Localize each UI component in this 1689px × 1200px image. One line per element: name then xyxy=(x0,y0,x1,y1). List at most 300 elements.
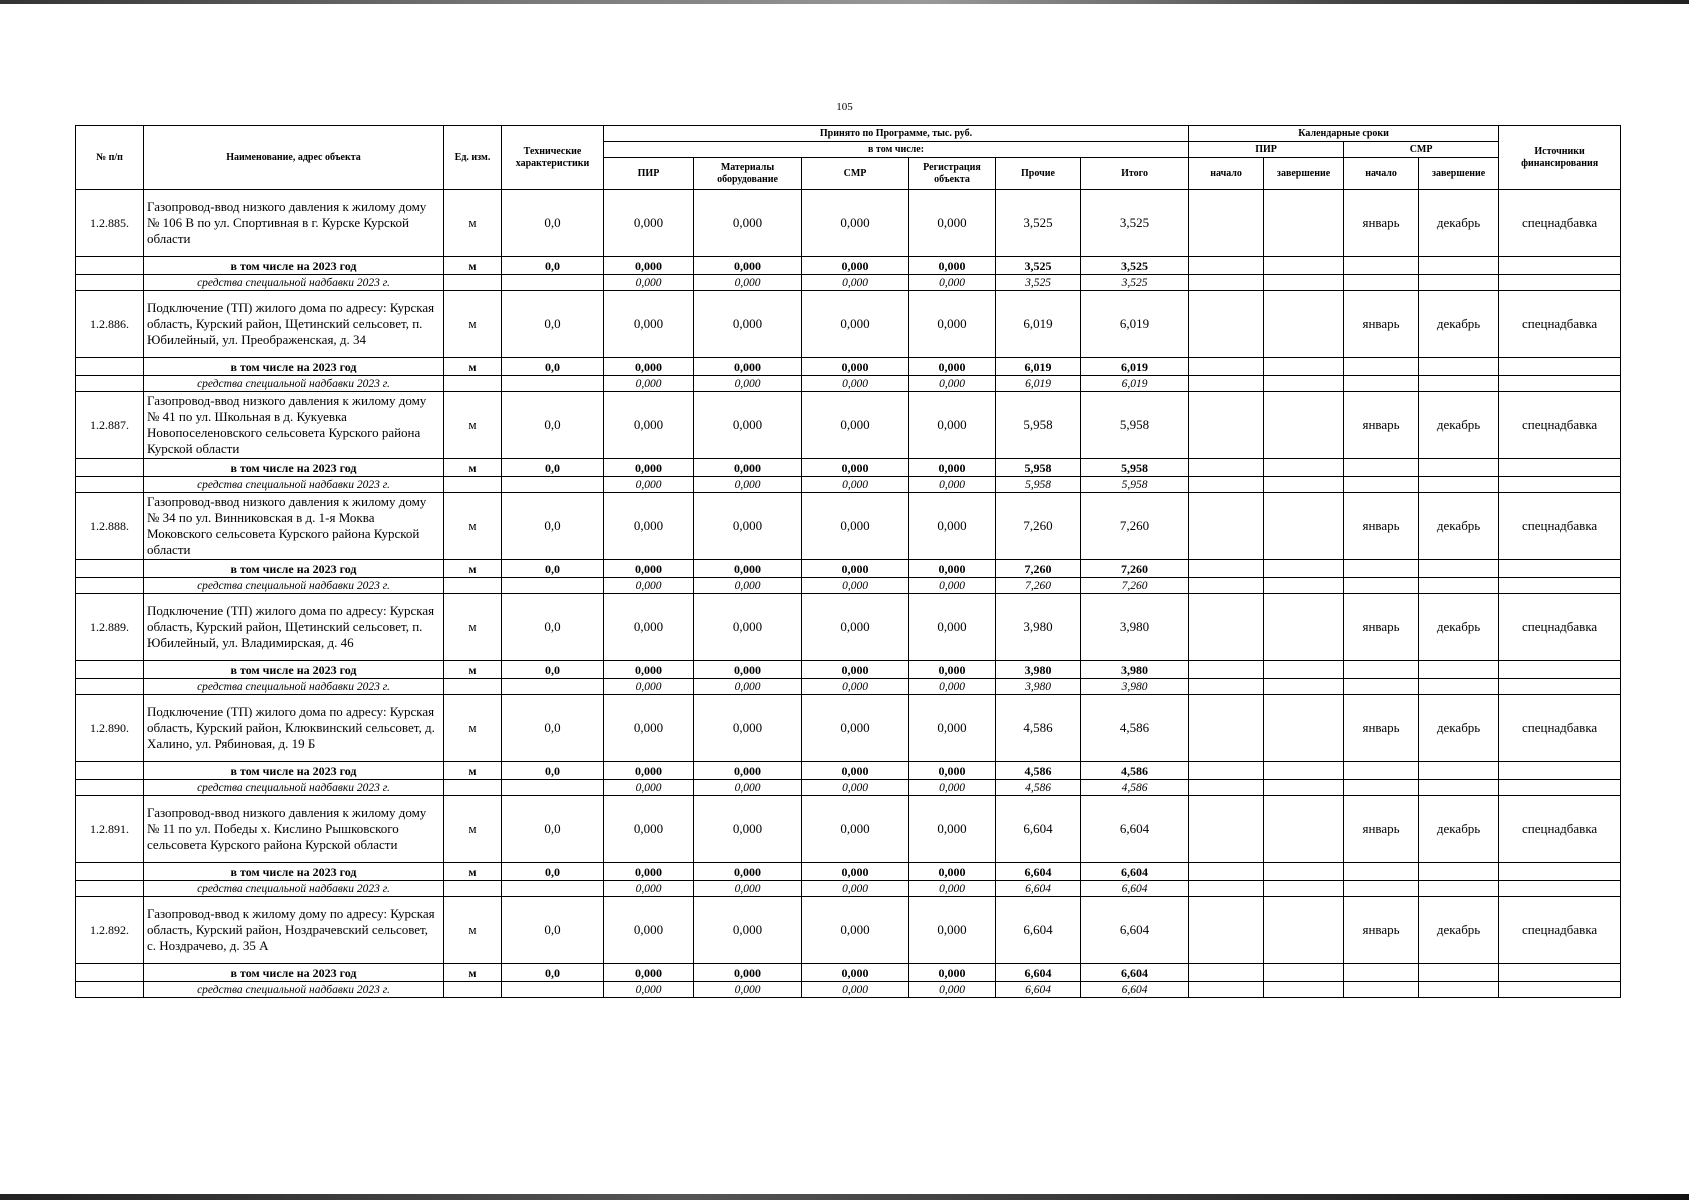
pir-cell: 0,000 xyxy=(604,459,694,477)
tech-cell: 0,0 xyxy=(502,661,604,679)
empty-cell xyxy=(1264,762,1344,780)
other-cell: 6,019 xyxy=(996,376,1081,392)
pir-cell: 0,000 xyxy=(604,493,694,560)
pir-cell: 0,000 xyxy=(604,881,694,897)
empty-cell xyxy=(1264,881,1344,897)
pir-cell: 0,000 xyxy=(604,275,694,291)
total-cell: 3,980 xyxy=(1081,661,1189,679)
unit-cell: м xyxy=(444,594,502,661)
empty-cell xyxy=(444,982,502,998)
smr-start-cell: январь xyxy=(1344,796,1419,863)
materials-cell: 0,000 xyxy=(694,392,802,459)
empty-cell xyxy=(1264,661,1344,679)
materials-cell: 0,000 xyxy=(694,863,802,881)
materials-cell: 0,000 xyxy=(694,275,802,291)
unit-cell: м xyxy=(444,560,502,578)
other-cell: 3,525 xyxy=(996,190,1081,257)
other-cell: 3,525 xyxy=(996,275,1081,291)
empty-cell xyxy=(1499,257,1621,275)
smr-cell: 0,000 xyxy=(802,695,909,762)
funding-source-row xyxy=(76,376,1621,392)
materials-cell: 0,000 xyxy=(694,897,802,964)
empty-cell xyxy=(76,376,144,392)
smr-cell: 0,000 xyxy=(802,493,909,560)
empty-cell xyxy=(1344,863,1419,881)
tech-cell: 0,0 xyxy=(502,796,604,863)
unit-cell: м xyxy=(444,863,502,881)
empty-cell xyxy=(444,881,502,897)
source-label: средства специальной надбавки 2023 г. xyxy=(144,376,444,392)
empty-cell xyxy=(1499,560,1621,578)
other-cell: 5,958 xyxy=(996,477,1081,493)
materials-cell: 0,000 xyxy=(694,780,802,796)
materials-cell: 0,000 xyxy=(694,881,802,897)
header-accepted: Принято по Программе, тыс. руб. xyxy=(604,126,1189,142)
empty-cell xyxy=(1189,780,1264,796)
smr-cell: 0,000 xyxy=(802,679,909,695)
scan-edge-bottom xyxy=(0,1194,1689,1200)
source-cell: спецнадбавка xyxy=(1499,695,1621,762)
total-cell: 6,019 xyxy=(1081,358,1189,376)
empty-cell xyxy=(1419,881,1499,897)
empty-cell xyxy=(1344,560,1419,578)
other-cell: 6,604 xyxy=(996,881,1081,897)
tech-cell: 0,0 xyxy=(502,594,604,661)
smr-end-cell: декабрь xyxy=(1419,695,1499,762)
empty-cell xyxy=(1499,376,1621,392)
header-pir: ПИР xyxy=(604,158,694,190)
smr-cell: 0,000 xyxy=(802,881,909,897)
table-row xyxy=(76,190,1621,257)
smr-cell: 0,000 xyxy=(802,780,909,796)
empty-cell xyxy=(1499,358,1621,376)
smr-end-cell: декабрь xyxy=(1419,897,1499,964)
empty-cell xyxy=(1499,459,1621,477)
registration-cell: 0,000 xyxy=(909,982,996,998)
total-cell: 5,958 xyxy=(1081,477,1189,493)
pir-cell: 0,000 xyxy=(604,695,694,762)
empty-cell xyxy=(1344,477,1419,493)
empty-cell xyxy=(1264,275,1344,291)
other-cell: 6,019 xyxy=(996,358,1081,376)
empty-cell xyxy=(444,275,502,291)
empty-cell xyxy=(1499,863,1621,881)
total-cell: 3,980 xyxy=(1081,594,1189,661)
empty-cell xyxy=(76,459,144,477)
registration-cell: 0,000 xyxy=(909,578,996,594)
unit-cell: м xyxy=(444,291,502,358)
smr-start-cell: январь xyxy=(1344,190,1419,257)
pir-start-cell xyxy=(1189,594,1264,661)
empty-cell xyxy=(1189,982,1264,998)
total-cell: 4,586 xyxy=(1081,780,1189,796)
tech-cell: 0,0 xyxy=(502,762,604,780)
object-name: Газопровод-ввод к жилому дому по адресу: Курская область, Курский район, Ноздрачевский сельсовет, с. Ноздрачево, д. 35 А xyxy=(144,897,444,964)
total-cell: 6,604 xyxy=(1081,863,1189,881)
funding-source-row xyxy=(76,477,1621,493)
smr-cell: 0,000 xyxy=(802,762,909,780)
smr-cell: 0,000 xyxy=(802,376,909,392)
other-cell: 4,586 xyxy=(996,762,1081,780)
funding-source-row xyxy=(76,982,1621,998)
table-body xyxy=(76,190,1621,998)
other-cell: 6,604 xyxy=(996,897,1081,964)
empty-cell xyxy=(1419,477,1499,493)
empty-cell xyxy=(1419,661,1499,679)
pir-cell: 0,000 xyxy=(604,358,694,376)
registration-cell: 0,000 xyxy=(909,863,996,881)
smr-cell: 0,000 xyxy=(802,594,909,661)
empty-cell xyxy=(1499,964,1621,982)
total-cell: 6,604 xyxy=(1081,964,1189,982)
pir-end-cell xyxy=(1264,493,1344,560)
subtotal-label: в том числе на 2023 год xyxy=(144,560,444,578)
year-subtotal-row xyxy=(76,257,1621,275)
empty-cell xyxy=(76,762,144,780)
materials-cell: 0,000 xyxy=(694,796,802,863)
smr-start-cell: январь xyxy=(1344,392,1419,459)
table-row xyxy=(76,695,1621,762)
empty-cell xyxy=(76,982,144,998)
total-cell: 5,958 xyxy=(1081,392,1189,459)
source-cell: спецнадбавка xyxy=(1499,796,1621,863)
smr-start-cell: январь xyxy=(1344,594,1419,661)
empty-cell xyxy=(1189,578,1264,594)
empty-cell xyxy=(1344,275,1419,291)
total-cell: 7,260 xyxy=(1081,578,1189,594)
materials-cell: 0,000 xyxy=(694,762,802,780)
scan-edge-top xyxy=(0,0,1689,4)
materials-cell: 0,000 xyxy=(694,578,802,594)
year-subtotal-row xyxy=(76,762,1621,780)
empty-cell xyxy=(1264,982,1344,998)
source-label: средства специальной надбавки 2023 г. xyxy=(144,477,444,493)
registration-cell: 0,000 xyxy=(909,594,996,661)
smr-cell: 0,000 xyxy=(802,897,909,964)
pir-start-cell xyxy=(1189,291,1264,358)
empty-cell xyxy=(1419,762,1499,780)
empty-cell xyxy=(444,376,502,392)
materials-cell: 0,000 xyxy=(694,477,802,493)
empty-cell xyxy=(1419,964,1499,982)
total-cell: 6,019 xyxy=(1081,376,1189,392)
materials-cell: 0,000 xyxy=(694,358,802,376)
table-row xyxy=(76,897,1621,964)
object-name: Подключение (ТП) жилого дома по адресу: Курская область, Курский район, Клюквинский сельсовет, д. Халино, ул. Рябиновая, д. 19 Б xyxy=(144,695,444,762)
pir-cell: 0,000 xyxy=(604,560,694,578)
empty-cell xyxy=(1499,762,1621,780)
empty-cell xyxy=(444,477,502,493)
registration-cell: 0,000 xyxy=(909,477,996,493)
smr-cell: 0,000 xyxy=(802,560,909,578)
pir-start-cell xyxy=(1189,392,1264,459)
table-row xyxy=(76,291,1621,358)
registration-cell: 0,000 xyxy=(909,780,996,796)
total-cell: 3,525 xyxy=(1081,275,1189,291)
pir-cell: 0,000 xyxy=(604,964,694,982)
empty-cell xyxy=(502,881,604,897)
funding-source-row xyxy=(76,275,1621,291)
empty-cell xyxy=(1419,560,1499,578)
smr-cell: 0,000 xyxy=(802,863,909,881)
pir-cell: 0,000 xyxy=(604,190,694,257)
unit-cell: м xyxy=(444,661,502,679)
year-subtotal-row xyxy=(76,661,1621,679)
materials-cell: 0,000 xyxy=(694,594,802,661)
empty-cell xyxy=(1264,358,1344,376)
total-cell: 4,586 xyxy=(1081,695,1189,762)
tech-cell: 0,0 xyxy=(502,964,604,982)
materials-cell: 0,000 xyxy=(694,560,802,578)
header-tech: Технические характеристики xyxy=(502,126,604,190)
empty-cell xyxy=(76,679,144,695)
materials-cell: 0,000 xyxy=(694,459,802,477)
pir-cell: 0,000 xyxy=(604,291,694,358)
source-label: средства специальной надбавки 2023 г. xyxy=(144,780,444,796)
other-cell: 3,980 xyxy=(996,679,1081,695)
empty-cell xyxy=(1344,780,1419,796)
empty-cell xyxy=(1344,679,1419,695)
smr-end-cell: декабрь xyxy=(1419,190,1499,257)
tech-cell: 0,0 xyxy=(502,257,604,275)
total-cell: 6,604 xyxy=(1081,982,1189,998)
empty-cell xyxy=(502,780,604,796)
empty-cell xyxy=(444,578,502,594)
tech-cell: 0,0 xyxy=(502,358,604,376)
other-cell: 7,260 xyxy=(996,560,1081,578)
total-cell: 7,260 xyxy=(1081,493,1189,560)
empty-cell xyxy=(1264,376,1344,392)
unit-cell: м xyxy=(444,392,502,459)
object-name: Газопровод-ввод низкого давления к жилому дому № 11 по ул. Победы х. Кислино Рышковского сельсовета Курского района Курской области xyxy=(144,796,444,863)
tech-cell: 0,0 xyxy=(502,190,604,257)
header-smr: СМР xyxy=(802,158,909,190)
empty-cell xyxy=(1189,661,1264,679)
registration-cell: 0,000 xyxy=(909,762,996,780)
empty-cell xyxy=(502,477,604,493)
empty-cell xyxy=(1189,358,1264,376)
smr-cell: 0,000 xyxy=(802,190,909,257)
empty-cell xyxy=(1264,780,1344,796)
smr-cell: 0,000 xyxy=(802,275,909,291)
pir-cell: 0,000 xyxy=(604,863,694,881)
header-unit: Ед. изм. xyxy=(444,126,502,190)
empty-cell xyxy=(1419,275,1499,291)
source-label: средства специальной надбавки 2023 г. xyxy=(144,881,444,897)
total-cell: 6,604 xyxy=(1081,796,1189,863)
other-cell: 5,958 xyxy=(996,392,1081,459)
empty-cell xyxy=(1344,257,1419,275)
unit-cell: м xyxy=(444,257,502,275)
unit-cell: м xyxy=(444,695,502,762)
empty-cell xyxy=(502,275,604,291)
table-row xyxy=(76,796,1621,863)
pir-cell: 0,000 xyxy=(604,578,694,594)
smr-end-cell: декабрь xyxy=(1419,493,1499,560)
pir-end-cell xyxy=(1264,594,1344,661)
smr-cell: 0,000 xyxy=(802,964,909,982)
object-name: Газопровод-ввод низкого давления к жилому дому № 34 по ул. Винниковская в д. 1-я Моква Моковского сельсовета Курского района Курской области xyxy=(144,493,444,560)
smr-start-cell: январь xyxy=(1344,897,1419,964)
other-cell: 4,586 xyxy=(996,780,1081,796)
smr-start-cell: январь xyxy=(1344,493,1419,560)
funding-source-row xyxy=(76,578,1621,594)
empty-cell xyxy=(1419,459,1499,477)
pir-end-cell xyxy=(1264,695,1344,762)
empty-cell xyxy=(1264,477,1344,493)
registration-cell: 0,000 xyxy=(909,291,996,358)
pir-cell: 0,000 xyxy=(604,897,694,964)
pir-cell: 0,000 xyxy=(604,477,694,493)
row-number: 1.2.888. xyxy=(76,493,144,560)
header-total: Итого xyxy=(1081,158,1189,190)
empty-cell xyxy=(76,863,144,881)
row-number: 1.2.891. xyxy=(76,796,144,863)
materials-cell: 0,000 xyxy=(694,376,802,392)
registration-cell: 0,000 xyxy=(909,679,996,695)
header-registration: Регистрация объекта xyxy=(909,158,996,190)
total-cell: 3,525 xyxy=(1081,190,1189,257)
empty-cell xyxy=(1264,863,1344,881)
smr-end-cell: декабрь xyxy=(1419,796,1499,863)
table-row xyxy=(76,392,1621,459)
smr-start-cell: январь xyxy=(1344,695,1419,762)
header-name: Наименование, адрес объекта xyxy=(144,126,444,190)
total-cell: 3,525 xyxy=(1081,257,1189,275)
registration-cell: 0,000 xyxy=(909,661,996,679)
empty-cell xyxy=(1344,964,1419,982)
empty-cell xyxy=(444,780,502,796)
empty-cell xyxy=(1499,679,1621,695)
materials-cell: 0,000 xyxy=(694,679,802,695)
other-cell: 5,958 xyxy=(996,459,1081,477)
empty-cell xyxy=(1264,459,1344,477)
empty-cell xyxy=(1419,257,1499,275)
unit-cell: м xyxy=(444,897,502,964)
subtotal-label: в том числе на 2023 год xyxy=(144,661,444,679)
empty-cell xyxy=(1499,982,1621,998)
pir-cell: 0,000 xyxy=(604,376,694,392)
empty-cell xyxy=(1189,863,1264,881)
source-cell: спецнадбавка xyxy=(1499,897,1621,964)
header-smr-end: завершение xyxy=(1419,158,1499,190)
tech-cell: 0,0 xyxy=(502,291,604,358)
empty-cell xyxy=(1419,780,1499,796)
registration-cell: 0,000 xyxy=(909,560,996,578)
empty-cell xyxy=(1344,578,1419,594)
row-number: 1.2.885. xyxy=(76,190,144,257)
materials-cell: 0,000 xyxy=(694,982,802,998)
smr-cell: 0,000 xyxy=(802,477,909,493)
header-cal-pir: ПИР xyxy=(1189,142,1344,158)
tech-cell: 0,0 xyxy=(502,493,604,560)
empty-cell xyxy=(76,661,144,679)
tech-cell: 0,0 xyxy=(502,392,604,459)
empty-cell xyxy=(76,881,144,897)
header-pir-end: завершение xyxy=(1264,158,1344,190)
materials-cell: 0,000 xyxy=(694,190,802,257)
subtotal-label: в том числе на 2023 год xyxy=(144,257,444,275)
empty-cell xyxy=(1419,358,1499,376)
empty-cell xyxy=(76,578,144,594)
total-cell: 4,586 xyxy=(1081,762,1189,780)
subtotal-label: в том числе на 2023 год xyxy=(144,459,444,477)
page-number: 105 xyxy=(836,101,853,113)
registration-cell: 0,000 xyxy=(909,964,996,982)
total-cell: 6,604 xyxy=(1081,881,1189,897)
empty-cell xyxy=(1344,762,1419,780)
empty-cell xyxy=(1344,982,1419,998)
funding-source-row xyxy=(76,881,1621,897)
source-label: средства специальной надбавки 2023 г. xyxy=(144,275,444,291)
tech-cell: 0,0 xyxy=(502,560,604,578)
empty-cell xyxy=(1499,780,1621,796)
source-label: средства специальной надбавки 2023 г. xyxy=(144,982,444,998)
empty-cell xyxy=(502,578,604,594)
tech-cell: 0,0 xyxy=(502,695,604,762)
year-subtotal-row xyxy=(76,459,1621,477)
header-cal-smr: СМР xyxy=(1344,142,1499,158)
empty-cell xyxy=(1419,982,1499,998)
empty-cell xyxy=(1499,477,1621,493)
other-cell: 6,604 xyxy=(996,863,1081,881)
source-label: средства специальной надбавки 2023 г. xyxy=(144,578,444,594)
registration-cell: 0,000 xyxy=(909,493,996,560)
pir-cell: 0,000 xyxy=(604,982,694,998)
empty-cell xyxy=(1189,459,1264,477)
pir-cell: 0,000 xyxy=(604,257,694,275)
header-smr-start: начало xyxy=(1344,158,1419,190)
row-number: 1.2.889. xyxy=(76,594,144,661)
other-cell: 3,980 xyxy=(996,594,1081,661)
tech-cell: 0,0 xyxy=(502,863,604,881)
pir-cell: 0,000 xyxy=(604,594,694,661)
empty-cell xyxy=(1264,679,1344,695)
object-name: Газопровод-ввод низкого давления к жилому дому № 106 В по ул. Спортивная в г. Курске Курской области xyxy=(144,190,444,257)
materials-cell: 0,000 xyxy=(694,695,802,762)
subtotal-label: в том числе на 2023 год xyxy=(144,358,444,376)
other-cell: 6,019 xyxy=(996,291,1081,358)
funding-source-row xyxy=(76,780,1621,796)
total-cell: 3,980 xyxy=(1081,679,1189,695)
pir-cell: 0,000 xyxy=(604,796,694,863)
subtotal-label: в том числе на 2023 год xyxy=(144,863,444,881)
materials-cell: 0,000 xyxy=(694,661,802,679)
empty-cell xyxy=(1499,881,1621,897)
header-other: Прочие xyxy=(996,158,1081,190)
unit-cell: м xyxy=(444,796,502,863)
empty-cell xyxy=(1189,881,1264,897)
source-cell: спецнадбавка xyxy=(1499,291,1621,358)
registration-cell: 0,000 xyxy=(909,796,996,863)
other-cell: 3,525 xyxy=(996,257,1081,275)
unit-cell: м xyxy=(444,190,502,257)
empty-cell xyxy=(1189,376,1264,392)
empty-cell xyxy=(1344,376,1419,392)
table-row xyxy=(76,493,1621,560)
unit-cell: м xyxy=(444,493,502,560)
other-cell: 3,980 xyxy=(996,661,1081,679)
empty-cell xyxy=(1264,578,1344,594)
funding-source-row xyxy=(76,679,1621,695)
smr-end-cell: декабрь xyxy=(1419,291,1499,358)
empty-cell xyxy=(76,358,144,376)
smr-cell: 0,000 xyxy=(802,796,909,863)
empty-cell xyxy=(76,964,144,982)
subtotal-label: в том числе на 2023 год xyxy=(144,964,444,982)
program-table xyxy=(75,125,1621,998)
empty-cell xyxy=(1499,275,1621,291)
